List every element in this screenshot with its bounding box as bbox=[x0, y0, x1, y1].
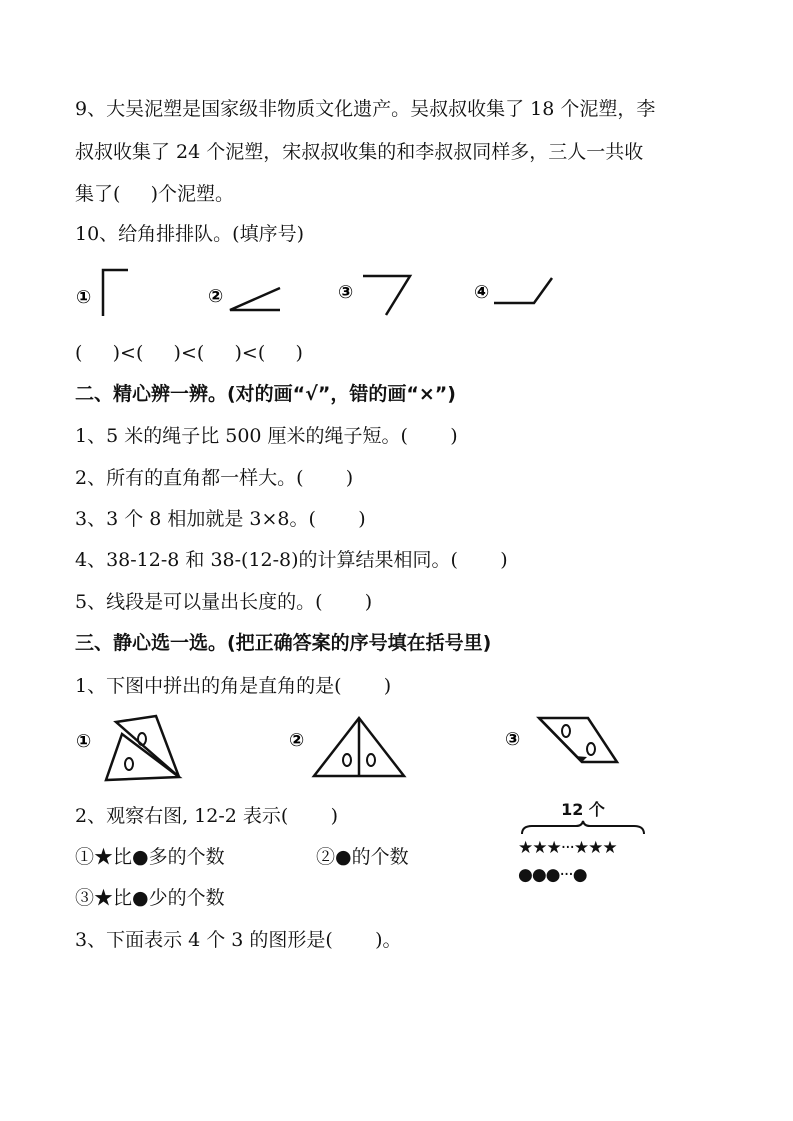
choice-q3-prompt: 3、下面表示 4 个 3 的图形是( )。 bbox=[75, 929, 402, 951]
choice-q2-prompt: 2、观察右图, 12-2 表示( ) bbox=[75, 805, 338, 827]
q9-line-3: 集了( )个泥塑。 bbox=[75, 183, 235, 205]
section-2-title: 二、精心辨一辨。(对的画“√”，错的画“×”) bbox=[75, 383, 456, 405]
angle-figure-2 bbox=[206, 266, 296, 318]
brace-icon bbox=[518, 820, 648, 836]
section-3-title: 三、静心选一选。(把正确答案的序号填在括号里) bbox=[75, 632, 492, 654]
q9-line-2: 叔叔收集了 24 个泥塑，宋叔叔收集的和李叔叔同样多，三人一共收 bbox=[75, 141, 644, 163]
choice-q2-option-1: ①★比●多的个数 bbox=[75, 846, 225, 868]
figure-label-2: ② bbox=[208, 286, 224, 307]
judge-item-4: 4、38-12-8 和 38-(12-8)的计算结果相同。( ) bbox=[75, 549, 508, 571]
triangle-label-3: ③ bbox=[505, 729, 521, 750]
figure-label-3: ③ bbox=[338, 282, 354, 303]
triangle-label-2: ② bbox=[289, 730, 305, 751]
q10-answer-line: ( )<( )<( )<( ) bbox=[75, 342, 303, 364]
q9-line-1: 9、大吴泥塑是国家级非物质文化遗产。吴叔叔收集了 18 个泥塑，李 bbox=[75, 98, 656, 120]
triangle-label-1: ① bbox=[76, 731, 92, 752]
q10-prompt: 10、给角排排队。(填序号) bbox=[75, 223, 305, 245]
figure-label-1: ① bbox=[76, 287, 92, 308]
judge-item-5: 5、线段是可以量出长度的。( ) bbox=[75, 591, 373, 613]
judge-item-2: 2、所有的直角都一样大。( ) bbox=[75, 467, 354, 489]
angle-figure-4 bbox=[472, 266, 562, 318]
triangle-figure-1 bbox=[74, 712, 194, 787]
triangle-figure-2 bbox=[287, 712, 417, 787]
figure-label-4: ④ bbox=[474, 282, 490, 303]
triangle-figure-3 bbox=[503, 712, 623, 787]
figure-count-label: 12 个 bbox=[561, 800, 605, 819]
judge-item-3: 3、3 个 8 相加就是 3×8。( ) bbox=[75, 508, 366, 530]
stars-dots-figure bbox=[518, 800, 648, 890]
choice-q1-prompt: 1、下图中拼出的角是直角的是( ) bbox=[75, 675, 392, 697]
dots-row: ●●●···● bbox=[518, 865, 587, 885]
angle-figure-1 bbox=[74, 266, 164, 318]
judge-item-1: 1、5 米的绳子比 500 厘米的绳子短。( ) bbox=[75, 425, 458, 447]
stars-row: ★★★···★★★ bbox=[518, 838, 617, 858]
choice-q2-option-3: ③★比●少的个数 bbox=[75, 887, 225, 909]
choice-q2-option-2: ②●的个数 bbox=[316, 846, 409, 868]
angle-figure-3 bbox=[336, 266, 426, 318]
